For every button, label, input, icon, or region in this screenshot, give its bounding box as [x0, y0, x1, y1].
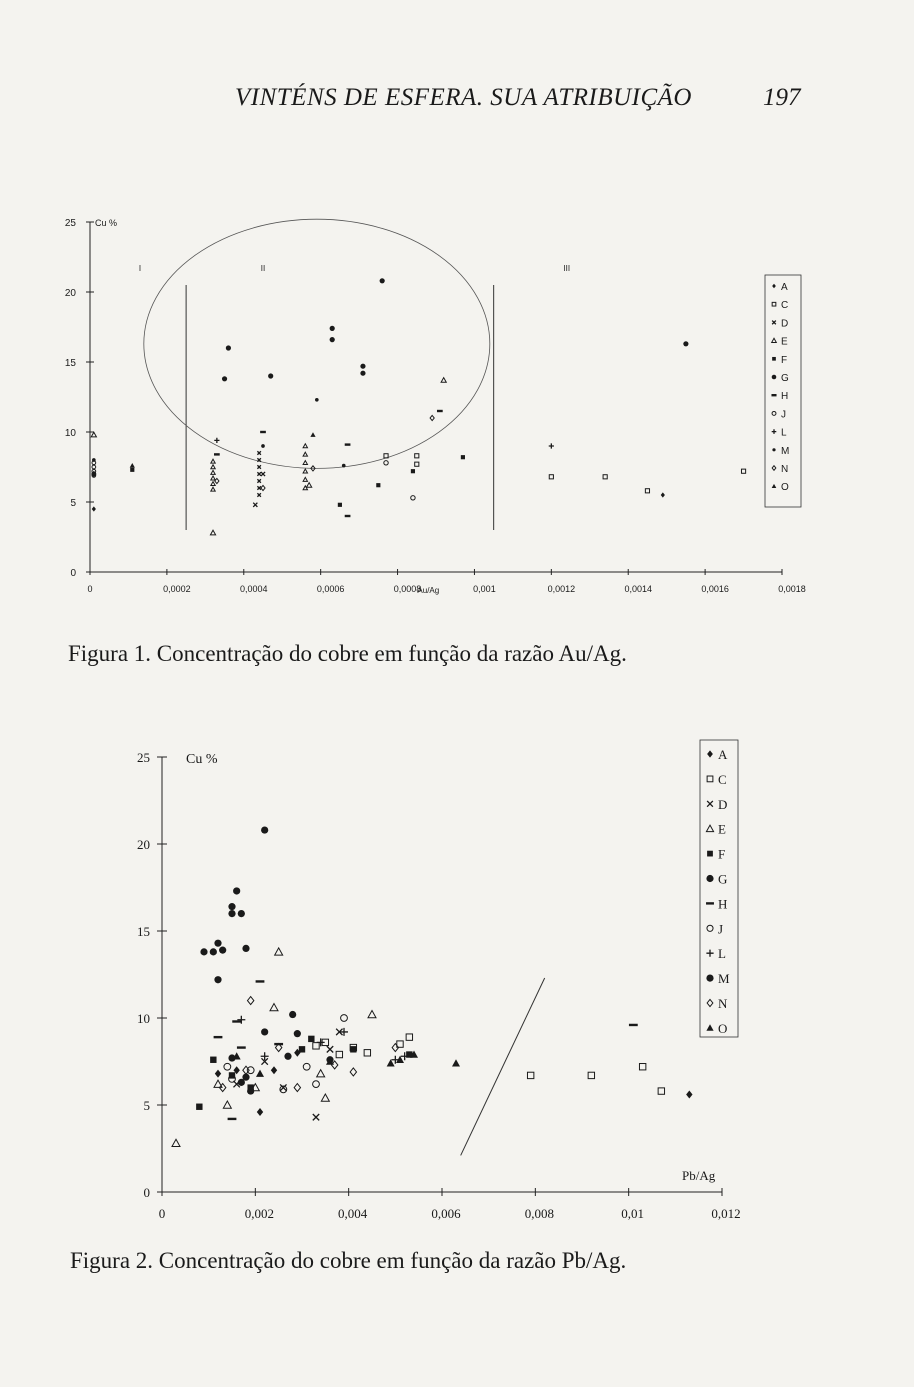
fig1-region-label: II [260, 264, 266, 273]
fig2-point-g [242, 945, 249, 952]
fig2-legend-label: F [718, 846, 726, 862]
fig2-point-g [214, 940, 221, 947]
fig1-point-g [222, 376, 227, 381]
fig1-legend-label: H [781, 391, 789, 403]
fig2-point-g [214, 976, 221, 983]
fig1-point-g [683, 341, 688, 346]
fig2-point-g [247, 1087, 254, 1094]
fig2-point-o [256, 1070, 264, 1077]
fig1-y-tick-label: 20 [64, 288, 76, 299]
fig2-point-g [200, 948, 207, 955]
fig2-legend-label: H [718, 896, 728, 912]
fig2-point-c [406, 1034, 412, 1040]
fig2-x-tick-label: 0,01 [621, 1206, 645, 1221]
fig2-y-tick-label: 20 [137, 837, 150, 852]
fig2-point-c [588, 1072, 594, 1078]
fig1-y-tick-label: 5 [70, 498, 76, 509]
fig1-x-tick-label: 0,001 [473, 584, 496, 594]
fig1-legend-label: F [781, 354, 788, 366]
fig1-legend-label: J [781, 409, 786, 421]
fig1-point-e [210, 530, 215, 535]
fig2-point-h [232, 1020, 241, 1022]
fig2-point-g [210, 948, 217, 955]
fig1-point-g [360, 371, 365, 376]
fig2-y-tick-label: 15 [137, 924, 150, 939]
fig1-x-tick-label: 0,0002 [163, 584, 191, 594]
fig1-legend-label: E [781, 336, 788, 348]
fig2-point-a [271, 1066, 277, 1074]
fig2-point-e [172, 1139, 180, 1146]
fig1-cluster-point [257, 493, 261, 497]
fig2-point-f [308, 1036, 314, 1042]
fig1-point-j [411, 496, 415, 500]
fig1-point-g [380, 278, 385, 283]
fig2-point-j [247, 1067, 254, 1074]
fig2-legend-marker [706, 975, 713, 982]
figure-2-caption: Figura 2. Concentração do cobre em função da razão Pb/Ag. [70, 1248, 627, 1273]
fig1-x-tick-label: 0,0018 [778, 584, 806, 594]
fig1-point-h [437, 410, 443, 412]
fig1-legend-label: M [781, 445, 790, 457]
fig2-x-tick-label: 0,002 [244, 1206, 274, 1221]
fig2-legend-label: C [718, 771, 727, 787]
fig2-point-f [196, 1104, 202, 1110]
figure-1-caption: Figura 1. Concentração do cobre em função da razão Au/Ag. [68, 641, 627, 666]
fig1-point-l [549, 443, 554, 448]
fig1-point-h [260, 431, 266, 433]
fig1-x-tick-label: 0,0016 [701, 584, 729, 594]
fig1-cluster-point [303, 444, 307, 448]
fig1-legend-marker [771, 394, 776, 396]
fig1-legend-label: D [781, 318, 789, 330]
fig2-point-g [261, 826, 268, 833]
fig2-point-e [223, 1101, 231, 1108]
fig1-point-a [661, 492, 665, 497]
fig2-point-n [247, 997, 253, 1005]
fig2-y-tick-label: 10 [137, 1011, 150, 1026]
fig2-y-tick-label: 25 [137, 750, 150, 765]
fig2-point-c [658, 1088, 664, 1094]
fig1-cluster-point [257, 479, 261, 483]
fig1-x-tick-label: 0,0006 [316, 584, 345, 594]
fig1-point-g [360, 364, 365, 369]
fig1-y-tick-label: 15 [64, 358, 76, 369]
fig1-point-e [307, 483, 312, 488]
fig1-x-tick-label: 0,0012 [547, 584, 576, 594]
fig1-point-a [92, 506, 96, 511]
fig1-point-g [330, 337, 335, 342]
page-number: 197 [763, 84, 801, 111]
fig1-point-l [214, 438, 219, 443]
fig1-legend-label: C [781, 300, 789, 312]
fig2-point-e [275, 948, 283, 955]
fig1-point-c [549, 475, 553, 479]
fig2-legend-label: L [718, 946, 726, 962]
fig1-point-g [226, 345, 231, 350]
fig1-legend-label: A [781, 282, 788, 293]
fig2-legend-label: E [718, 821, 726, 837]
fig2-point-e [368, 1011, 376, 1018]
fig1-cluster-point [303, 477, 307, 481]
fig1-cluster-point [211, 470, 215, 474]
fig2-point-h [214, 1036, 223, 1038]
fig2-legend-label: J [718, 921, 724, 937]
fig1-point-m [92, 458, 96, 462]
fig1-cluster-point [211, 476, 215, 480]
fig1-y-axis-label: Cu % [94, 218, 118, 228]
fig2-point-n [294, 1084, 300, 1092]
fig2-y-axis-label: Cu % [186, 752, 218, 767]
fig2-point-d [327, 1046, 333, 1052]
fig1-legend-label: G [781, 373, 789, 384]
fig2-point-m [261, 1028, 268, 1035]
fig1-point-n [215, 478, 219, 483]
fig2-legend-marker [706, 875, 713, 882]
fig1-y-tick-label: 10 [64, 428, 76, 439]
fig1-y-tick-label: 0 [70, 568, 76, 579]
fig2-legend-marker [706, 902, 714, 904]
fig2-point-m [284, 1053, 291, 1060]
fig2-point-g [233, 887, 240, 894]
fig2-legend-label: G [718, 871, 728, 887]
fig2-point-l [340, 1028, 348, 1036]
fig2-point-a [257, 1108, 263, 1116]
fig2-point-d [280, 1084, 286, 1090]
fig1-legend-label: N [781, 464, 789, 475]
fig2-point-j [313, 1081, 320, 1088]
fig2-point-d [313, 1114, 319, 1120]
fig1-cluster-point [257, 465, 261, 469]
fig2-point-f [299, 1046, 305, 1052]
fig1-legend-marker [772, 375, 777, 380]
fig1-cluster-point [92, 465, 96, 469]
fig1-point-j [384, 461, 388, 465]
fig2-point-c [313, 1043, 319, 1049]
fig1-point-n [261, 485, 265, 490]
fig2-x-tick-label: 0,004 [338, 1206, 368, 1221]
fig1-x-tick-label: 0,0004 [240, 584, 268, 594]
fig2-point-g [228, 903, 235, 910]
fig1-point-f [130, 468, 134, 472]
fig1-cluster-point [303, 461, 307, 465]
fig2-point-m [289, 1011, 296, 1018]
fig1-point-o [130, 463, 135, 468]
fig2-x-tick-label: 0,012 [711, 1206, 741, 1221]
fig1-cluster-point [303, 452, 307, 456]
fig1-region-label: I [138, 264, 142, 273]
fig2-point-h [228, 1118, 237, 1120]
fig1-point-g [330, 326, 335, 331]
fig1-point-h [345, 515, 351, 517]
fig2-legend-label: A [718, 747, 728, 762]
fig1-point-o [310, 432, 315, 437]
page-header [0, 80, 914, 120]
fig2-point-c [336, 1051, 342, 1057]
fig1-x-tick-label: 0,0014 [624, 584, 652, 594]
fig2-point-c [639, 1064, 645, 1070]
fig1-y-tick-label: 25 [64, 218, 76, 229]
fig1-point-c [415, 454, 419, 458]
fig2-point-e [270, 1004, 278, 1011]
fig2-point-a [686, 1091, 692, 1099]
fig1-point-c [415, 462, 419, 466]
fig2-point-j [341, 1015, 348, 1022]
fig2-point-f [350, 1046, 356, 1052]
fig1-cluster-point [257, 451, 261, 455]
fig1-point-m [342, 464, 346, 468]
fig1-cluster-point [211, 459, 215, 463]
fig2-point-c [364, 1050, 370, 1056]
fig2-point-h [256, 980, 265, 982]
fig2-y-tick-label: 0 [143, 1185, 150, 1200]
fig1-point-g [268, 373, 273, 378]
fig1-point-c [645, 489, 649, 493]
figure-2-chart [0, 735, 914, 1235]
fig1-point-d [253, 503, 257, 507]
fig1-point-d [261, 472, 265, 476]
fig2-point-h [629, 1024, 638, 1026]
fig1-legend-marker [772, 357, 776, 361]
fig1-x-tick-label: 0 [87, 584, 93, 594]
fig1-point-f [411, 469, 415, 473]
fig1-cluster-point [257, 472, 261, 476]
fig1-legend-label: O [781, 482, 789, 494]
fig2-point-h [237, 1046, 246, 1048]
fig1-cluster-point [211, 465, 215, 469]
fig1-point-f [461, 455, 465, 459]
fig1-cluster-point [211, 487, 215, 491]
fig2-point-o [452, 1059, 460, 1066]
fig2-point-e [321, 1094, 329, 1101]
fig2-point-g [228, 910, 235, 917]
fig2-point-a [215, 1070, 221, 1078]
fig2-point-m [294, 1030, 301, 1037]
fig1-point-f [376, 483, 380, 487]
fig2-x-axis-label: Pb/Ag [682, 1168, 716, 1183]
fig2-region-divider [461, 978, 545, 1155]
fig1-point-m [315, 398, 319, 402]
fig2-x-tick-label: 0,006 [431, 1206, 461, 1221]
fig2-legend-label: O [718, 1020, 728, 1036]
fig2-x-tick-label: 0,008 [524, 1206, 554, 1221]
fig1-legend-marker [772, 448, 775, 451]
fig1-x-axis-label: Au/Ag [417, 586, 440, 595]
fig2-point-e [317, 1070, 325, 1077]
fig2-legend-marker [707, 851, 713, 857]
fig2-legend-label: M [718, 971, 730, 987]
fig2-point-c [527, 1072, 533, 1078]
fig1-region-label: III [563, 264, 571, 273]
fig2-x-tick-label: 0 [158, 1206, 166, 1221]
fig2-point-j [303, 1063, 310, 1070]
fig2-point-g [238, 910, 245, 917]
fig1-point-c [741, 469, 745, 473]
fig1-point-h [345, 443, 351, 445]
fig2-y-tick-label: 5 [143, 1098, 150, 1113]
running-title: VINTÉNS DE ESFERA. SUA ATRIBUIÇÃO [235, 84, 692, 111]
fig1-point-m [261, 444, 265, 448]
figure-1-chart [0, 200, 914, 600]
fig2-point-f [210, 1057, 216, 1063]
fig1-x-tick-label: 0,0008 [393, 584, 422, 594]
fig1-cluster-point [211, 482, 215, 486]
fig1-point-e [91, 432, 96, 437]
fig2-legend-label: N [718, 996, 728, 1011]
fig2-point-n [350, 1068, 356, 1076]
fig2-legend-label: D [718, 796, 728, 812]
fig1-cluster-point [303, 469, 307, 473]
fig1-point-n [430, 415, 434, 420]
fig1-point-h [214, 453, 220, 455]
fig1-point-e [441, 378, 446, 383]
fig1-legend-label: L [781, 427, 787, 439]
fig2-point-g [219, 947, 226, 954]
fig1-point-c [603, 475, 607, 479]
fig1-cluster-ellipse [144, 219, 490, 468]
fig2-point-j [224, 1063, 231, 1070]
fig1-point-f [338, 503, 342, 507]
